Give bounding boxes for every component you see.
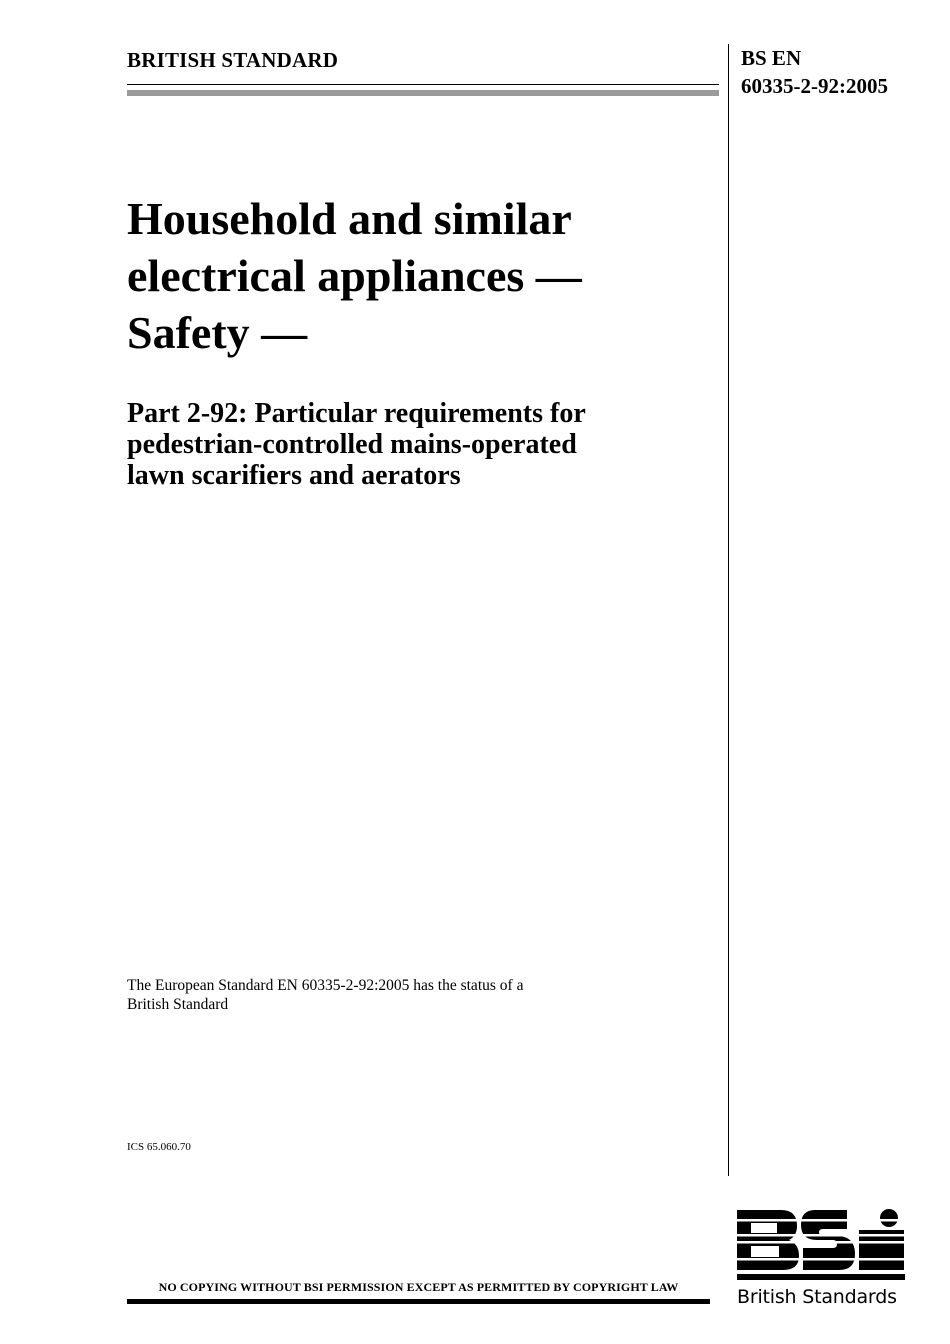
main-title-line: Safety — (127, 307, 308, 358)
status-note-line: British Standard (127, 996, 229, 1013)
ics-code: ICS 65.060.70 (127, 1141, 191, 1153)
part-title-line: pedestrian-controlled mains-operated (127, 429, 577, 460)
bsi-logo-icon (737, 1208, 905, 1280)
header-label: BRITISH STANDARD (127, 48, 339, 72)
copyright-notice: NO COPYING WITHOUT BSI PERMISSION EXCEPT AS PERMITTED BY COPYRIGHT LAW (158, 1280, 679, 1294)
main-title-line: Household and similar (127, 193, 572, 244)
header-rule-thick (127, 90, 719, 96)
document-number-prefix: BS EN (741, 46, 802, 70)
footer-rule (127, 1299, 710, 1304)
status-note (127, 976, 647, 1014)
main-title (127, 190, 727, 361)
bsi-logo (737, 1208, 905, 1308)
part-title-line: lawn scarifiers and aerators (127, 460, 461, 491)
header-rule-thin (127, 84, 719, 85)
document-number-code: 60335-2-92:2005 (741, 74, 888, 98)
status-note-line: The European Standard EN 60335-2-92:2005 has the status of a (127, 977, 524, 994)
part-title-line: Part 2-92: Particular requirements for (127, 398, 586, 429)
main-title-line: electrical appliances — (127, 250, 582, 301)
document-number (741, 44, 888, 100)
vertical-divider (728, 44, 729, 1176)
part-title (127, 398, 727, 491)
bsi-logo-caption: British Standards (737, 1286, 897, 1308)
